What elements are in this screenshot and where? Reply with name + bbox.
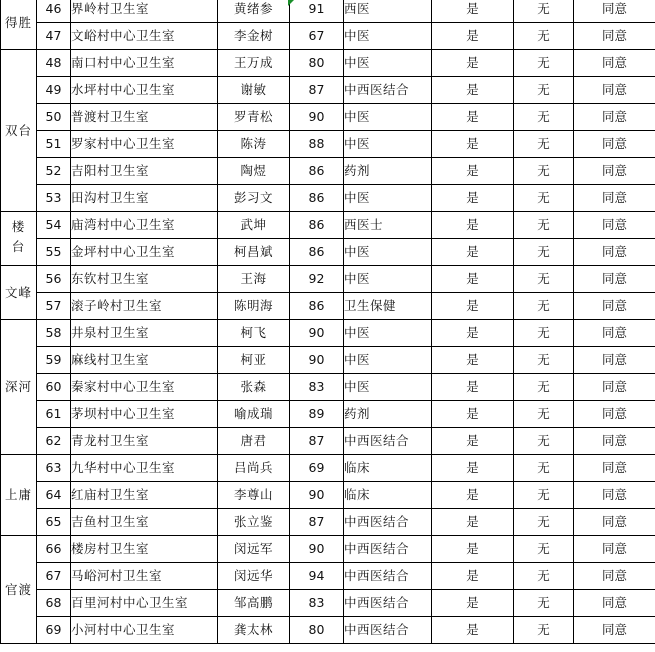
none-cell[interactable]: 无 bbox=[514, 0, 574, 23]
yes-cell[interactable]: 是 bbox=[432, 617, 514, 644]
none-cell[interactable]: 无 bbox=[514, 131, 574, 158]
doctor-name-cell[interactable]: 陶煜 bbox=[218, 158, 290, 185]
specialty-cell[interactable]: 中医 bbox=[344, 185, 432, 212]
agree-cell[interactable]: 同意 bbox=[574, 509, 655, 536]
specialty-cell[interactable]: 药剂 bbox=[344, 158, 432, 185]
row-number-cell[interactable]: 59 bbox=[37, 347, 71, 374]
yes-cell[interactable]: 是 bbox=[432, 185, 514, 212]
agree-cell[interactable]: 同意 bbox=[574, 293, 655, 320]
yes-cell[interactable]: 是 bbox=[432, 536, 514, 563]
score-cell[interactable]: 86 bbox=[290, 212, 344, 239]
doctor-name-cell[interactable]: 柯飞 bbox=[218, 320, 290, 347]
clinic-name-cell[interactable]: 罗家村中心卫生室 bbox=[71, 131, 218, 158]
agree-cell[interactable]: 同意 bbox=[574, 0, 655, 23]
score-cell[interactable]: 86 bbox=[290, 239, 344, 266]
row-number-cell[interactable]: 58 bbox=[37, 320, 71, 347]
table-row[interactable] bbox=[1, 590, 655, 617]
table-row[interactable] bbox=[1, 320, 655, 347]
clinic-name-cell[interactable]: 小河村中心卫生室 bbox=[71, 617, 218, 644]
clinic-name-cell[interactable]: 水坪村中心卫生室 bbox=[71, 77, 218, 104]
none-cell[interactable]: 无 bbox=[514, 482, 574, 509]
score-cell[interactable]: 90 bbox=[290, 536, 344, 563]
agree-cell[interactable]: 同意 bbox=[574, 131, 655, 158]
score-cell[interactable]: 83 bbox=[290, 374, 344, 401]
agree-cell[interactable]: 同意 bbox=[574, 212, 655, 239]
table-row[interactable] bbox=[1, 212, 655, 239]
region-cell[interactable]: 文峰 bbox=[1, 266, 37, 320]
yes-cell[interactable]: 是 bbox=[432, 482, 514, 509]
clinic-name-cell[interactable]: 青龙村卫生室 bbox=[71, 428, 218, 455]
table-row[interactable] bbox=[1, 239, 655, 266]
none-cell[interactable]: 无 bbox=[514, 455, 574, 482]
doctor-name-cell[interactable]: 闵远华 bbox=[218, 563, 290, 590]
none-cell[interactable]: 无 bbox=[514, 563, 574, 590]
score-cell[interactable]: 67 bbox=[290, 23, 344, 50]
specialty-cell[interactable]: 中西医结合 bbox=[344, 509, 432, 536]
specialty-cell[interactable]: 西医士 bbox=[344, 212, 432, 239]
specialty-cell[interactable]: 中医 bbox=[344, 104, 432, 131]
row-number-cell[interactable]: 56 bbox=[37, 266, 71, 293]
region-cell[interactable]: 上庸 bbox=[1, 455, 37, 536]
score-cell[interactable]: 80 bbox=[290, 50, 344, 77]
doctor-name-cell[interactable]: 张立鉴 bbox=[218, 509, 290, 536]
score-cell[interactable]: 86 bbox=[290, 293, 344, 320]
table-row[interactable] bbox=[1, 509, 655, 536]
row-number-cell[interactable]: 68 bbox=[37, 590, 71, 617]
score-cell[interactable]: 89 bbox=[290, 401, 344, 428]
table-row[interactable] bbox=[1, 0, 655, 23]
yes-cell[interactable]: 是 bbox=[432, 563, 514, 590]
score-cell[interactable]: 90 bbox=[290, 482, 344, 509]
table-row[interactable] bbox=[1, 266, 655, 293]
clinic-name-cell[interactable]: 界岭村卫生室 bbox=[71, 0, 218, 23]
none-cell[interactable]: 无 bbox=[514, 320, 574, 347]
specialty-cell[interactable]: 临床 bbox=[344, 455, 432, 482]
agree-cell[interactable]: 同意 bbox=[574, 185, 655, 212]
specialty-cell[interactable]: 中医 bbox=[344, 50, 432, 77]
doctor-name-cell[interactable]: 唐君 bbox=[218, 428, 290, 455]
score-cell[interactable]: 90 bbox=[290, 104, 344, 131]
none-cell[interactable]: 无 bbox=[514, 266, 574, 293]
specialty-cell[interactable]: 中医 bbox=[344, 131, 432, 158]
doctor-name-cell[interactable]: 柯昌斌 bbox=[218, 239, 290, 266]
score-cell[interactable]: 69 bbox=[290, 455, 344, 482]
doctor-name-cell[interactable]: 陈涛 bbox=[218, 131, 290, 158]
doctor-name-cell[interactable]: 邹高鹏 bbox=[218, 590, 290, 617]
agree-cell[interactable]: 同意 bbox=[574, 428, 655, 455]
agree-cell[interactable]: 同意 bbox=[574, 320, 655, 347]
score-cell[interactable]: 87 bbox=[290, 77, 344, 104]
clinic-name-cell[interactable]: 滚子岭村卫生室 bbox=[71, 293, 218, 320]
agree-cell[interactable]: 同意 bbox=[574, 455, 655, 482]
row-number-cell[interactable]: 60 bbox=[37, 374, 71, 401]
yes-cell[interactable]: 是 bbox=[432, 0, 514, 23]
specialty-cell[interactable]: 中医 bbox=[344, 320, 432, 347]
row-number-cell[interactable]: 49 bbox=[37, 77, 71, 104]
doctor-name-cell[interactable]: 李尊山 bbox=[218, 482, 290, 509]
row-number-cell[interactable]: 55 bbox=[37, 239, 71, 266]
table-row[interactable] bbox=[1, 50, 655, 77]
doctor-name-cell[interactable]: 黄绪参 bbox=[218, 0, 290, 23]
specialty-cell[interactable]: 中西医结合 bbox=[344, 77, 432, 104]
doctor-name-cell[interactable]: 武坤 bbox=[218, 212, 290, 239]
yes-cell[interactable]: 是 bbox=[432, 77, 514, 104]
yes-cell[interactable]: 是 bbox=[432, 509, 514, 536]
score-cell[interactable]: 86 bbox=[290, 158, 344, 185]
clinic-name-cell[interactable]: 田沟村卫生室 bbox=[71, 185, 218, 212]
table-row[interactable] bbox=[1, 563, 655, 590]
score-cell[interactable]: 88 bbox=[290, 131, 344, 158]
score-cell[interactable]: 80 bbox=[290, 617, 344, 644]
table-row[interactable] bbox=[1, 23, 655, 50]
doctor-name-cell[interactable]: 王海 bbox=[218, 266, 290, 293]
specialty-cell[interactable]: 中西医结合 bbox=[344, 536, 432, 563]
row-number-cell[interactable]: 51 bbox=[37, 131, 71, 158]
agree-cell[interactable]: 同意 bbox=[574, 617, 655, 644]
none-cell[interactable]: 无 bbox=[514, 158, 574, 185]
row-number-cell[interactable]: 67 bbox=[37, 563, 71, 590]
doctor-name-cell[interactable]: 柯亚 bbox=[218, 347, 290, 374]
region-cell[interactable]: 深河 bbox=[1, 320, 37, 455]
agree-cell[interactable]: 同意 bbox=[574, 23, 655, 50]
yes-cell[interactable]: 是 bbox=[432, 266, 514, 293]
specialty-cell[interactable]: 临床 bbox=[344, 482, 432, 509]
agree-cell[interactable]: 同意 bbox=[574, 563, 655, 590]
clinic-name-cell[interactable]: 文峪村中心卫生室 bbox=[71, 23, 218, 50]
clinic-name-cell[interactable]: 麻线村卫生室 bbox=[71, 347, 218, 374]
score-cell[interactable]: 90 bbox=[290, 347, 344, 374]
none-cell[interactable]: 无 bbox=[514, 212, 574, 239]
row-number-cell[interactable]: 47 bbox=[37, 23, 71, 50]
none-cell[interactable]: 无 bbox=[514, 509, 574, 536]
yes-cell[interactable]: 是 bbox=[432, 158, 514, 185]
clinic-name-cell[interactable]: 秦家村中心卫生室 bbox=[71, 374, 218, 401]
table-row[interactable] bbox=[1, 455, 655, 482]
specialty-cell[interactable]: 中医 bbox=[344, 347, 432, 374]
doctor-name-cell[interactable]: 谢敏 bbox=[218, 77, 290, 104]
agree-cell[interactable]: 同意 bbox=[574, 77, 655, 104]
clinic-name-cell[interactable]: 普渡村卫生室 bbox=[71, 104, 218, 131]
doctor-name-cell[interactable]: 吕尚兵 bbox=[218, 455, 290, 482]
table-row[interactable] bbox=[1, 617, 655, 644]
row-number-cell[interactable]: 63 bbox=[37, 455, 71, 482]
clinic-name-cell[interactable]: 红庙村卫生室 bbox=[71, 482, 218, 509]
yes-cell[interactable]: 是 bbox=[432, 401, 514, 428]
doctor-name-cell[interactable]: 陈明海 bbox=[218, 293, 290, 320]
none-cell[interactable]: 无 bbox=[514, 428, 574, 455]
none-cell[interactable]: 无 bbox=[514, 185, 574, 212]
table-row[interactable] bbox=[1, 374, 655, 401]
row-number-cell[interactable]: 69 bbox=[37, 617, 71, 644]
table-row[interactable] bbox=[1, 158, 655, 185]
row-number-cell[interactable]: 54 bbox=[37, 212, 71, 239]
table-row[interactable] bbox=[1, 401, 655, 428]
clinic-name-cell[interactable]: 井泉村卫生室 bbox=[71, 320, 218, 347]
table-row[interactable] bbox=[1, 293, 655, 320]
region-cell[interactable]: 官渡 bbox=[1, 536, 37, 644]
clinic-name-cell[interactable]: 楼房村卫生室 bbox=[71, 536, 218, 563]
row-number-cell[interactable]: 61 bbox=[37, 401, 71, 428]
none-cell[interactable]: 无 bbox=[514, 239, 574, 266]
table-row[interactable] bbox=[1, 77, 655, 104]
doctor-name-cell[interactable]: 彭习文 bbox=[218, 185, 290, 212]
none-cell[interactable]: 无 bbox=[514, 374, 574, 401]
doctor-name-cell[interactable]: 喻成瑞 bbox=[218, 401, 290, 428]
clinic-name-cell[interactable]: 马峪河村卫生室 bbox=[71, 563, 218, 590]
none-cell[interactable]: 无 bbox=[514, 293, 574, 320]
doctor-name-cell[interactable]: 罗青松 bbox=[218, 104, 290, 131]
specialty-cell[interactable]: 卫生保健 bbox=[344, 293, 432, 320]
yes-cell[interactable]: 是 bbox=[432, 50, 514, 77]
none-cell[interactable]: 无 bbox=[514, 50, 574, 77]
agree-cell[interactable]: 同意 bbox=[574, 104, 655, 131]
specialty-cell[interactable]: 西医 bbox=[344, 0, 432, 23]
yes-cell[interactable]: 是 bbox=[432, 212, 514, 239]
specialty-cell[interactable]: 中医 bbox=[344, 266, 432, 293]
specialty-cell[interactable]: 药剂 bbox=[344, 401, 432, 428]
none-cell[interactable]: 无 bbox=[514, 347, 574, 374]
clinic-name-cell[interactable]: 庙湾村中心卫生室 bbox=[71, 212, 218, 239]
yes-cell[interactable]: 是 bbox=[432, 293, 514, 320]
agree-cell[interactable]: 同意 bbox=[574, 482, 655, 509]
doctor-name-cell[interactable]: 龚太林 bbox=[218, 617, 290, 644]
region-cell[interactable]: 得胜 bbox=[1, 0, 37, 50]
table-row[interactable] bbox=[1, 185, 655, 212]
specialty-cell[interactable]: 中医 bbox=[344, 239, 432, 266]
specialty-cell[interactable]: 中医 bbox=[344, 23, 432, 50]
table-row[interactable] bbox=[1, 428, 655, 455]
none-cell[interactable]: 无 bbox=[514, 617, 574, 644]
table-row[interactable] bbox=[1, 104, 655, 131]
doctor-name-cell[interactable]: 王万成 bbox=[218, 50, 290, 77]
none-cell[interactable]: 无 bbox=[514, 590, 574, 617]
row-number-cell[interactable]: 53 bbox=[37, 185, 71, 212]
none-cell[interactable]: 无 bbox=[514, 77, 574, 104]
score-cell[interactable]: 87 bbox=[290, 509, 344, 536]
specialty-cell[interactable]: 中西医结合 bbox=[344, 617, 432, 644]
region-label-vertical: 楼台 bbox=[11, 219, 26, 254]
none-cell[interactable]: 无 bbox=[514, 104, 574, 131]
clinic-name-cell[interactable]: 南口村中心卫生室 bbox=[71, 50, 218, 77]
yes-cell[interactable]: 是 bbox=[432, 455, 514, 482]
row-number-cell[interactable]: 62 bbox=[37, 428, 71, 455]
yes-cell[interactable]: 是 bbox=[432, 347, 514, 374]
row-number-cell[interactable]: 66 bbox=[37, 536, 71, 563]
clinic-name-cell[interactable]: 东钦村卫生室 bbox=[71, 266, 218, 293]
region-cell[interactable]: 双台 bbox=[1, 50, 37, 212]
yes-cell[interactable]: 是 bbox=[432, 590, 514, 617]
table-row[interactable] bbox=[1, 536, 655, 563]
agree-cell[interactable]: 同意 bbox=[574, 590, 655, 617]
row-number-cell[interactable]: 52 bbox=[37, 158, 71, 185]
yes-cell[interactable]: 是 bbox=[432, 320, 514, 347]
yes-cell[interactable]: 是 bbox=[432, 239, 514, 266]
yes-cell[interactable]: 是 bbox=[432, 374, 514, 401]
table-row[interactable] bbox=[1, 482, 655, 509]
agree-cell[interactable]: 同意 bbox=[574, 158, 655, 185]
none-cell[interactable]: 无 bbox=[514, 401, 574, 428]
yes-cell[interactable]: 是 bbox=[432, 104, 514, 131]
none-cell[interactable]: 无 bbox=[514, 536, 574, 563]
doctor-name-cell[interactable]: 李金树 bbox=[218, 23, 290, 50]
doctor-name-cell[interactable]: 张森 bbox=[218, 374, 290, 401]
clinic-name-cell[interactable]: 九华村中心卫生室 bbox=[71, 455, 218, 482]
clinic-name-cell[interactable]: 茅坝村中心卫生室 bbox=[71, 401, 218, 428]
agree-cell[interactable]: 同意 bbox=[574, 536, 655, 563]
specialty-cell[interactable]: 中西医结合 bbox=[344, 428, 432, 455]
clinic-name-cell[interactable]: 百里河村中心卫生室 bbox=[71, 590, 218, 617]
specialty-cell[interactable]: 中西医结合 bbox=[344, 590, 432, 617]
cell-comment-marker bbox=[288, 0, 294, 6]
score-cell[interactable]: 83 bbox=[290, 590, 344, 617]
agree-cell[interactable]: 同意 bbox=[574, 347, 655, 374]
yes-cell[interactable]: 是 bbox=[432, 428, 514, 455]
clinic-name-cell[interactable]: 吉鱼村卫生室 bbox=[71, 509, 218, 536]
agree-cell[interactable]: 同意 bbox=[574, 401, 655, 428]
doctor-name-cell[interactable]: 闵远军 bbox=[218, 536, 290, 563]
row-number-cell[interactable]: 48 bbox=[37, 50, 71, 77]
row-number-cell[interactable]: 46 bbox=[37, 0, 71, 23]
table-row[interactable] bbox=[1, 131, 655, 158]
score-cell[interactable]: 92 bbox=[290, 266, 344, 293]
score-cell[interactable]: 91 bbox=[290, 0, 344, 23]
score-cell[interactable]: 90 bbox=[290, 320, 344, 347]
row-number-cell[interactable]: 57 bbox=[37, 293, 71, 320]
row-number-cell[interactable]: 64 bbox=[37, 482, 71, 509]
row-number-cell[interactable]: 50 bbox=[37, 104, 71, 131]
clinic-name-cell[interactable]: 吉阳村卫生室 bbox=[71, 158, 218, 185]
score-cell[interactable]: 86 bbox=[290, 185, 344, 212]
region-cell[interactable] bbox=[1, 212, 37, 266]
agree-cell[interactable]: 同意 bbox=[574, 374, 655, 401]
yes-cell[interactable]: 是 bbox=[432, 131, 514, 158]
agree-cell[interactable]: 同意 bbox=[574, 239, 655, 266]
row-number-cell[interactable]: 65 bbox=[37, 509, 71, 536]
score-cell[interactable]: 87 bbox=[290, 428, 344, 455]
yes-cell[interactable]: 是 bbox=[432, 23, 514, 50]
score-cell[interactable]: 94 bbox=[290, 563, 344, 590]
specialty-cell[interactable]: 中医 bbox=[344, 374, 432, 401]
none-cell[interactable]: 无 bbox=[514, 23, 574, 50]
agree-cell[interactable]: 同意 bbox=[574, 266, 655, 293]
clinic-name-cell[interactable]: 金坪村中心卫生室 bbox=[71, 239, 218, 266]
agree-cell[interactable]: 同意 bbox=[574, 50, 655, 77]
specialty-cell[interactable]: 中西医结合 bbox=[344, 563, 432, 590]
table-row[interactable] bbox=[1, 347, 655, 374]
